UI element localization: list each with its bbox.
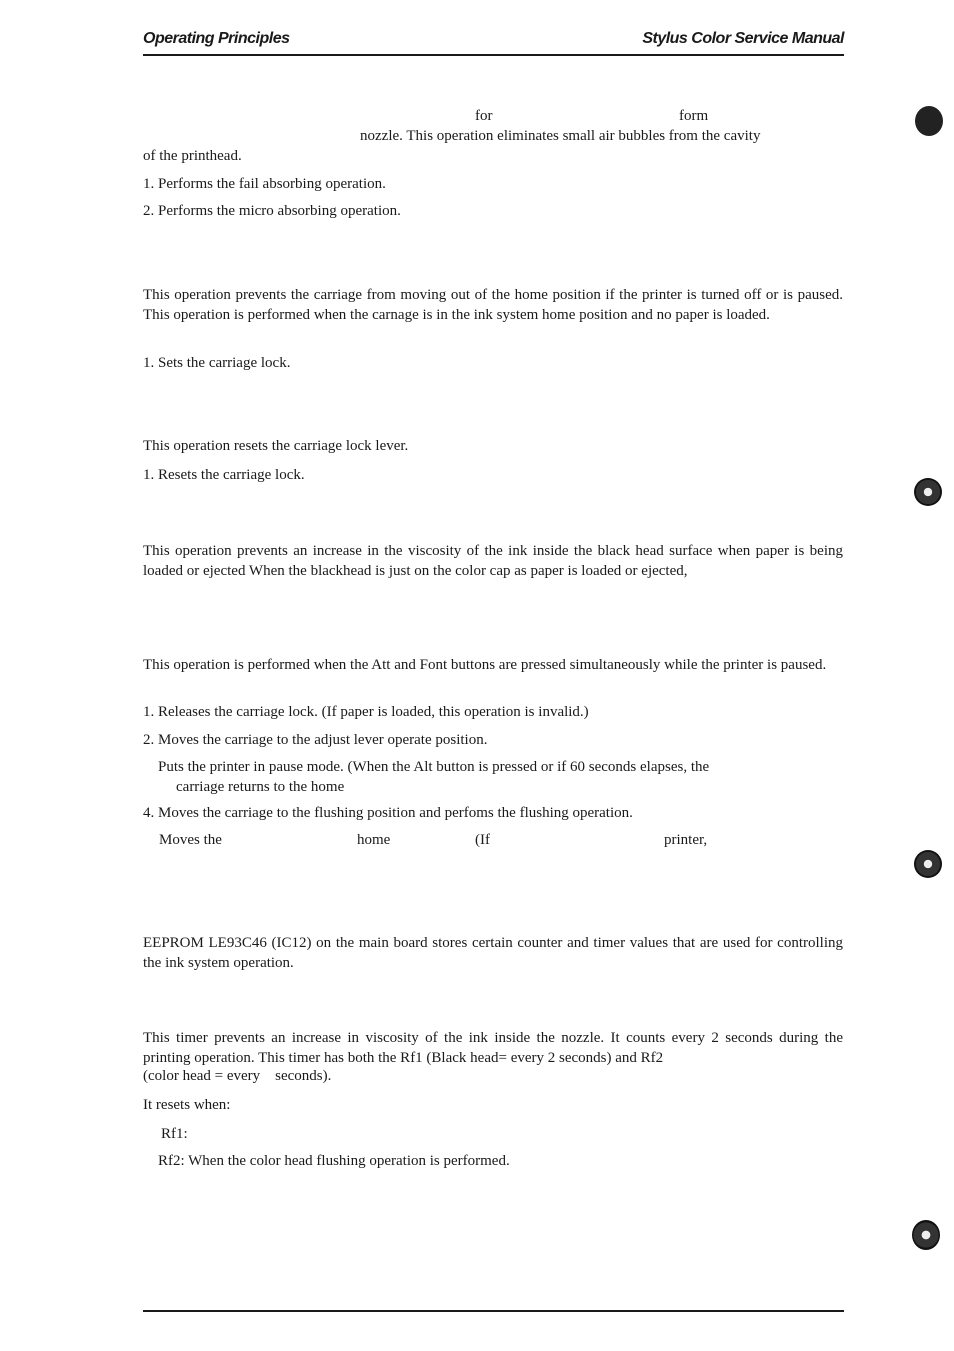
s5-paragraph: This operation is performed when the Att and Font buttons are pressed simultaneously while the printer is paused. bbox=[143, 657, 827, 673]
s7-rf1: Rf1: bbox=[161, 1126, 188, 1142]
s3-paragraph: This operation resets the carriage lock lever. bbox=[143, 438, 409, 454]
fragment-continuation: nozzle. This operation eliminates small air bubbles from the cavity bbox=[360, 128, 761, 144]
s4-paragraph: This operation prevents an increase in the viscosity of the ink inside the black head surface when paper is being loaded or ejected When the blackhead is just on the color cap as paper is loaded or ejected, bbox=[143, 543, 843, 579]
header-right-title: Stylus Color Service Manual bbox=[642, 30, 844, 47]
s5-step-4: 4. Moves the carriage to the flushing position and perfoms the flushing operation. bbox=[143, 805, 633, 821]
s5-step-5-d: printer, bbox=[664, 832, 708, 848]
s6-paragraph: EEPROM LE93C46 (IC12) on the main board stores certain counter and timer values that are used for controlling the ink system operation. bbox=[143, 935, 843, 971]
s5-step-3-line-2: carriage returns to the home bbox=[176, 779, 345, 795]
fragment-of-printhead: of the printhead. bbox=[143, 148, 242, 164]
s5-step-5-b: home bbox=[357, 832, 391, 848]
footer-rule bbox=[143, 1310, 844, 1312]
s5-step-2: 2. Moves the carriage to the adjust lever operate position. bbox=[143, 732, 488, 748]
s5-step-1: 1. Releases the carriage lock. (If paper is loaded, this operation is invalid.) bbox=[143, 704, 589, 720]
fragment-form: form bbox=[679, 108, 709, 124]
binder-hole-3 bbox=[914, 850, 942, 878]
s5-step-3-line-1: Puts the printer in pause mode. (When the Alt button is pressed or if 60 seconds elapses, the bbox=[158, 759, 710, 775]
s5-step-5-a: Moves the bbox=[159, 832, 222, 848]
s1-step-1: 1. Performs the fail absorbing operation. bbox=[143, 176, 386, 192]
binder-hole-2 bbox=[914, 478, 942, 506]
s7-rf2: Rf2: When the color head flushing operation is performed. bbox=[158, 1153, 510, 1169]
header-left-title: Operating Principles bbox=[143, 30, 290, 47]
binder-hole-1 bbox=[915, 106, 943, 136]
binder-hole-4 bbox=[912, 1220, 940, 1250]
header-rule bbox=[143, 54, 844, 56]
s1-step-2: 2. Performs the micro absorbing operation. bbox=[143, 203, 401, 219]
s2-paragraph: This operation prevents the carriage from moving out of the home position if the printer is turned off or is paused. This operation is performed when the carnage is in the ink system home position and no paper is loaded. bbox=[143, 287, 843, 323]
s7-paragraph-1: This timer prevents an increase in viscosity of the ink inside the nozzle. It counts every 2 seconds during the printing operation. This timer has both the Rf1 (Black head= every 2 seconds) and Rf2 bbox=[143, 1030, 843, 1066]
fragment-for: for bbox=[475, 108, 493, 124]
s7-resets-when: It resets when: bbox=[143, 1097, 231, 1113]
s3-step-1: 1. Resets the carriage lock. bbox=[143, 467, 305, 483]
s2-step-1: 1. Sets the carriage lock. bbox=[143, 355, 291, 371]
s5-step-5-c: (If bbox=[475, 832, 490, 848]
s7-paragraph-2: (color head = every seconds). bbox=[143, 1068, 332, 1084]
